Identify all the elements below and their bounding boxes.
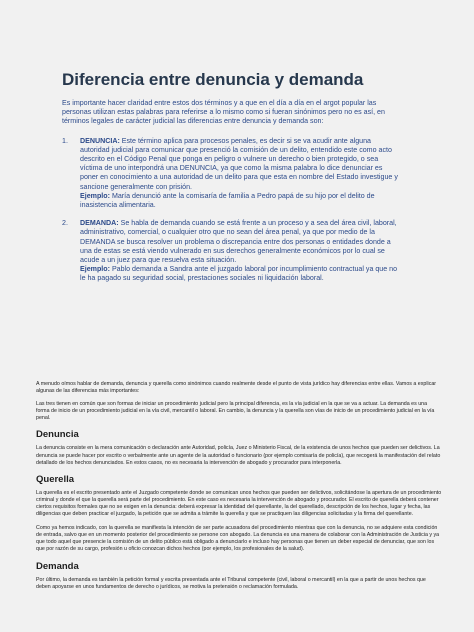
list-item-denuncia — [62, 137, 402, 211]
example-text: María denunció ante la comisaría de familia a Pedro papá de su hijo por el delito de inasistencia alimentaria. — [80, 191, 375, 210]
denuncia-paragraph: La denuncia consiste en la mera comunicación o declaración ante Autoridad, policía, Juez o Ministerio Fiscal, de la existencia de unos hechos que pueden ser delictivos. La denuncia se puede hacer por escrito o verbalmente ante un agente de la autoridad o funcionario (por ejemplo comisaría de policía), que recogerá la manifestación del relato detallado de los hechos denunciados. En estos casos, no es necesaria la intervención de abogado y procurador para interponerla. — [36, 445, 441, 466]
article-section — [36, 381, 442, 598]
list-item-demanda — [62, 219, 402, 283]
section-heading-demanda: Demanda — [36, 560, 79, 572]
example-label: Ejemplo: — [80, 191, 110, 200]
term-text: Este término aplica para procesos penales, es decir si se va acudir ante alguna autoridad judicial para comunicar que presenció la comisión de un delito, entendido este como acto descrito en el Código Penal que ponga en peligro o vulnere un derecho o bien protegido, o sea víctima de uno interpondrá una DENUNCIA, ya que como la misma palabra lo dice denunciar es poner en conocimiento a una autoridad de un delito para que esta en nombre del Estado investigue y sancione generalmente con prisión. — [80, 136, 398, 191]
intro-paragraph: Es importante hacer claridad entre estos dos términos y a que en el día a día en el argot popular las personas utilizan estas palabras para referirse a lo mismo como si fueran sinónimos pero no es así, en términos legales de carácter judicial las diferencias entre denuncia y demanda son: — [62, 99, 385, 126]
querella-paragraph-2: Como ya hemos indicado, con la querella se manifiesta la intención de ser parte acusadora del procedimiento mientras que con la denuncia, no se adquiere esta condición de entrada, salvo que en un momento posterior del procedimiento se persone con abogado. La denuncia es una manera de colaborar con la Administración de Justicia y ya que todo aquel que presencie la comisión de un delito público está obligado a denunciarlo e incluso hay personas que tienen un deber especial de denunciar, que son los que por razón de su cargo, profesión u oficio conozcan dichos hechos (por ejemplo, los profesionales de la salud). — [36, 525, 440, 553]
article-intro-1: A menudo oímos hablar de demanda, denuncia y querella como sinónimos cuando realmente desde el punto de vista jurídico hay diferencias entre ellas. Vamos a explicar algunas de las diferencias más importantes: — [36, 381, 437, 395]
demanda-paragraph: Por último, la demanda es también la petición formal y escrita presentada ante el Tribunal competente (civil, laboral o mercantil) en la que a partir de unos hechos que deben apoyarse en unos fundamentos de derecho o jurídicos, se motiva la pretensión o reclamación formulada. — [36, 576, 426, 590]
article-intro-2: Las tres tienen en común que son formas de iniciar un procedimiento judicial pero la principal diferencia, es la vía judicial en la que se va a actuar. La demanda es una forma de inicio de un procedimiento judicial en la vía civil, mercantil o laboral. En cambio, la denuncia y la querella son vías de inicio de un procedimiento judicial en la vía penal. — [36, 401, 435, 422]
list-number: 2. — [62, 219, 68, 228]
querella-paragraph-1: La querella es el escrito presentado ante el Juzgado competente donde se comunican unos hechos que pueden ser delictivos, solicitándose la apertura de un procedimiento criminal y donde el que la querella será parte del procedimiento. En este caso es necesaria la intervención de abogado y procurador. El escrito de querella deberá contener ciertos requisitos formales que no se exigen en la denuncia: deberá expresar la identidad del querellante, la del querellado, descripción de los hechos, lugar y fecha, las diligencias que deben practicar el juzgado, la petición que se admita a trámite la querella y que se practiquen las diligencias solicitadas y la firma del querellante. — [36, 489, 442, 518]
list-number: 1. — [62, 136, 68, 145]
page-title: Diferencia entre denuncia y demanda — [62, 70, 364, 89]
summary-section — [62, 70, 402, 293]
section-heading-querella: Querella — [36, 473, 75, 485]
term-text: Se habla de demanda cuando se está frente a un proceso y a sea del área civil, laboral, administrativo, comercial, o cualquier otro que no sean del área penal, ya que por medio de la DEMANDA se busca resolver un problema o discrepancia entre dos personas o entidades donde a una de estas se está viendo vulnerado en sus derechos generalmente económicos por lo cual se acude a un juez para que resuelva esta situación. — [80, 219, 397, 265]
example-label: Ejemplo: — [80, 265, 110, 274]
definitions-list — [62, 137, 402, 284]
example-text: Pablo demanda a Sandra ante el juzgado laboral por incumplimiento contractual ya que no le ha pagado su seguridad social, prestaciones sociales ni liquidación laboral. — [80, 265, 398, 283]
term-label: DENUNCIA: — [80, 136, 120, 145]
term-label: DEMANDA: — [80, 219, 119, 228]
section-heading-denuncia: Denuncia — [36, 429, 79, 441]
